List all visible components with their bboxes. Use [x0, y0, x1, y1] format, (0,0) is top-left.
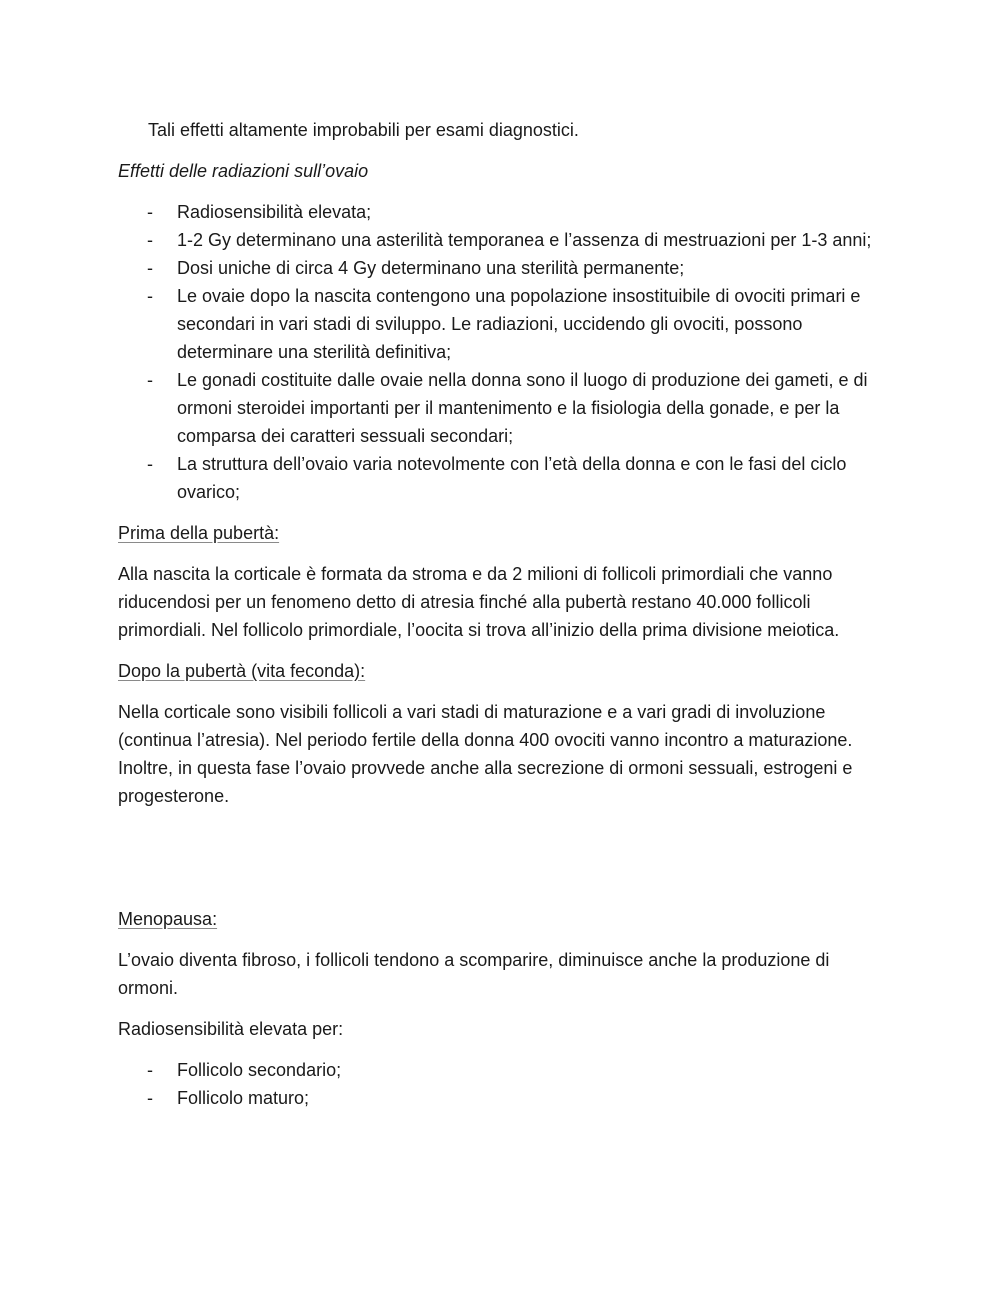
bullet-dash: -	[147, 202, 153, 222]
bullet-dash: -	[147, 370, 153, 390]
list-item	[118, 226, 888, 254]
radiosensitive-follicles-list	[118, 1056, 888, 1112]
list-item	[118, 254, 888, 282]
list-item-text: La struttura dell’ovaio varia notevolmente con l’età della donna e con le fasi del ciclo ovarico;	[177, 454, 847, 502]
before-puberty-paragraph: Alla nascita la corticale è formata da stroma e da 2 milioni di follicoli primordiali che vanno riducendosi per un fenomeno detto di atresia finché alla pubertà restano 40.000 follicoli primordiali. Nel follicolo primordiale, l’oocita si trova all’inizio della prima divisione meiotica.	[118, 564, 840, 640]
intro-paragraph: Tali effetti altamente improbabili per esami diagnostici.	[148, 120, 579, 140]
list-item-text: Le gonadi costituite dalle ovaie nella donna sono il luogo di produzione dei gameti, e di ormoni steroidei importanti per il mantenimento e la fisiologia della gonade, e per la comparsa dei caratteri sessuali secondari;	[177, 370, 868, 446]
list-item-text: Radiosensibilità elevata;	[177, 202, 372, 222]
bullet-dash: -	[147, 1060, 153, 1080]
bullet-dash: -	[147, 258, 153, 278]
list-item-text: Le ovaie dopo la nascita contengono una popolazione insostituibile di ovociti primari e secondari in vari stadi di sviluppo. Le radiazioni, uccidendo gli ovociti, possono determinare una sterilità definitiva;	[177, 286, 861, 362]
list-item	[118, 450, 888, 506]
bullet-dash: -	[147, 1088, 153, 1108]
bullet-dash: -	[147, 286, 153, 306]
after-puberty-heading: Dopo la pubertà (vita feconda):	[118, 661, 366, 681]
radiosensitivity-label: Radiosensibilità elevata per:	[118, 1019, 344, 1039]
after-puberty-paragraph: Nella corticale sono visibili follicoli a vari stadi di maturazione e a vari gradi di involuzione (continua l’atresia). Nel periodo fertile della donna 400 ovociti vanno incontro a maturazione. Inoltre, in questa fase l’ovaio provvede anche alla secrezione di ormoni sessuali, estrogeni e progesterone.	[118, 702, 853, 806]
list-item	[118, 366, 888, 450]
list-item-text: 1-2 Gy determinano una asterilità temporanea e l’assenza di mestruazioni per 1-3 anni;	[177, 230, 872, 250]
list-item	[118, 1056, 888, 1084]
blank-space	[118, 823, 888, 905]
bullet-dash: -	[147, 454, 153, 474]
menopause-paragraph: L’ovaio diventa fibroso, i follicoli tendono a scomparire, diminuisce anche la produzione di ormoni.	[118, 950, 830, 998]
list-item-text: Follicolo maturo;	[177, 1088, 310, 1108]
list-item-text: Follicolo secondario;	[177, 1060, 342, 1080]
list-item	[118, 1084, 888, 1112]
before-puberty-heading: Prima della pubertà:	[118, 523, 280, 543]
document-body	[118, 116, 888, 1125]
bullet-dash: -	[147, 230, 153, 250]
list-item	[118, 198, 888, 226]
list-item-text: Dosi uniche di circa 4 Gy determinano una sterilità permanente;	[177, 258, 685, 278]
section-title: Effetti delle radiazioni sull’ovaio	[118, 161, 369, 181]
menopause-heading: Menopausa:	[118, 909, 218, 929]
list-item	[118, 282, 888, 366]
effects-list	[118, 198, 888, 506]
